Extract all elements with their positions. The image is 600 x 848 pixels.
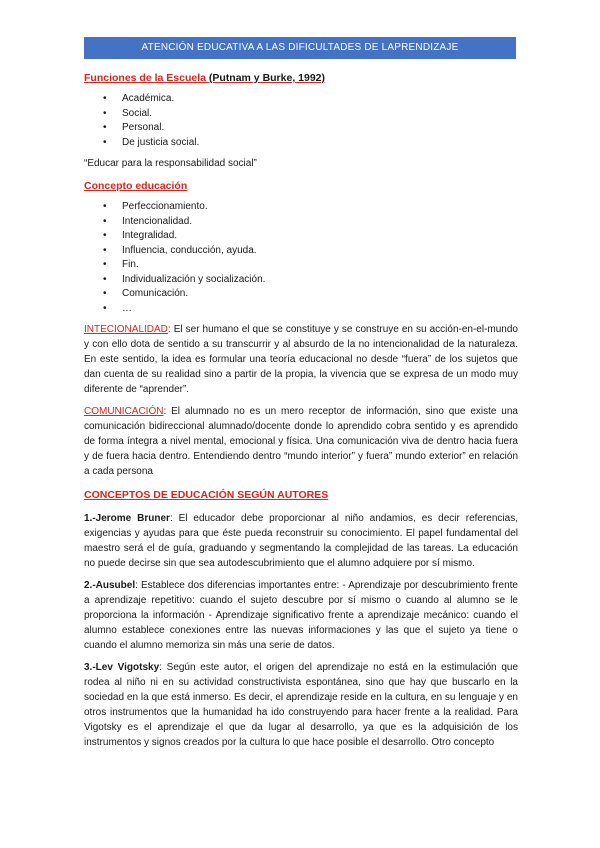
intencionalidad-text: : El ser humano el que se constituye y se construye en su acción-en-el-mundo y con ello dota de sentido a su transcurrir y al absurdo de la no intencionalidad de la naturaleza. En este sentido, la idea es formular una teoría educacional no desde “fuera” de los sujetos que dan cuenta de su realidad sino a partir de la propia, la vivencia que se expresa de un modo muy diferente de “aprender”. [84,324,518,395]
concepto-list [84,200,518,316]
comunicacion-label: COMUNICACIÓN [84,406,164,417]
bullet-icon: • [103,259,107,270]
vigotsky-text: : Según este autor, el origen del aprendizaje no está en la estimulación que rodea al niño ni en su actividad constructivista espontánea, sino que hay que buscarlo en la sociedad en la que está inmerso. Es decir, el aprendizaje reside en la cultura, en su lenguaje y en otros instrumentos que la humanidad ha ido construyendo para hacer frente a la realidad. Para Vigotsky es el aprendizaje el que da lugar al desarrollo, ya que es la adquisición de los instrumentos y signos creados por la cultura lo que hace posible el desarrollo. Otro concepto [84,662,519,748]
vigotsky-name: 3.-Lev Vigotsky [84,662,160,673]
bullet-icon: • [103,107,107,119]
document-header-bar: ATENCIÓN EDUCATIVA A LAS DIFICULTADES DE LAPRENDIZAJE [84,37,516,59]
funciones-heading-text: Funciones de la Escuela [84,72,206,84]
comunicacion-text: : El alumnado no es un mero receptor de información, sino que existe una comunicación bidireccional alumnado/docente donde lo aprendido cobra sentido y es aprendido de forma íntegra a nivel mental, emocional y física. Una comunicación viva de dentro hacia fuera y de fuera hacia dentro. Entendiendo dentro “mundo interior” y fuera” mundo exterior” en relación a cada persona [84,406,518,477]
intencionalidad-label: INTECIONALIDAD [84,324,168,335]
concepto-heading: Concepto educación [84,180,188,192]
list-item: • Comunicación. [84,287,518,302]
education-quote: “Educar para la responsabilidad social” [84,158,257,169]
bruner-name: 1.-Jerome Bruner [84,513,170,524]
document-content [84,68,518,750]
bruner-text: : El educador debe proporcionar al niño andamios, es decir referencias, exigencias y ayudas para que éste pueda reconstruir su conocimiento. El papel fundamental del maestro será el de guía, graduando y segmentando la complejidad de las tareas. La educación no puede decirse sin que sea autodescubrimiento que el alumno adquiere por sí mismo. [84,513,518,569]
list-item: • Intencionalidad. [84,215,518,230]
list-item: • Individualización y socialización. [84,273,518,288]
funciones-reference: (Putnam y Burke, 1992) [208,72,326,84]
list-item: • Influencia, conducción, ayuda. [84,244,518,259]
ausubel-paragraph [84,578,518,653]
bullet-icon: • [103,122,107,133]
bullet-icon: • [103,136,107,148]
funciones-list [84,92,518,150]
vigotsky-paragraph [84,660,518,750]
list-item: • Perfeccionamiento. [84,200,518,215]
list-item: • Personal. [84,121,518,136]
list-item: • Académica. [84,92,518,107]
list-item: • Fin. [84,258,518,273]
bullet-icon: • [103,201,107,212]
conceptos-autores-heading: CONCEPTOS DE EDUCACIÓN SEGÚN AUTORES [84,489,329,501]
list-item: • Social. [84,107,518,122]
bruner-paragraph [84,511,518,571]
list-item: • … [84,302,518,317]
bullet-icon: • [103,273,107,285]
list-item: • De justicia social. [84,136,518,151]
ausubel-text: : Establece dos diferencias importantes entre: - Aprendizaje por descubrimiento frente a aprendizaje repetitivo: cuando el sujeto descubre por sí mismo o cuando al alumno se le proporciona la información - Aprendizaje significativo frente a aprendizaje mecánico: cuando el alumno establece conexiones entre las nuevas informaciones y las que el sujeto ya tiene o cuando el alumno memoriza sin más una serie de datos. [84,580,518,651]
bullet-icon: • [103,230,107,241]
bullet-icon: • [103,215,107,227]
intencionalidad-paragraph [84,322,518,397]
bullet-icon: • [103,288,107,299]
bullet-icon: • [103,302,107,314]
comunicacion-paragraph [84,404,518,479]
ausubel-name: 2.-Ausubel [84,580,136,591]
bullet-icon: • [103,93,107,104]
funciones-heading [84,72,518,84]
list-item: • Integralidad. [84,229,518,244]
bullet-icon: • [103,244,107,256]
